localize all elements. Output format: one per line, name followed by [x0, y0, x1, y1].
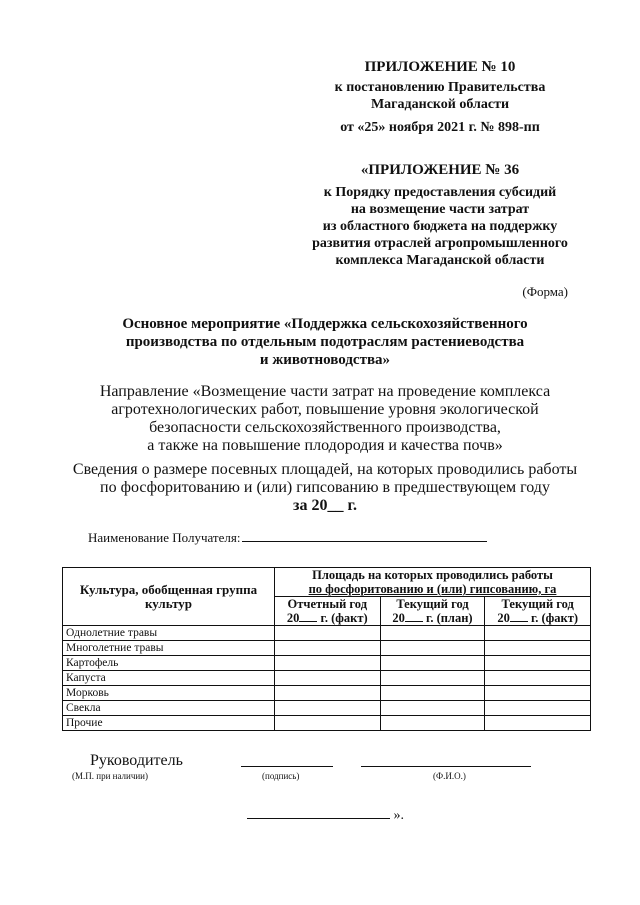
area-header: [275, 568, 591, 597]
crop-cell: Прочие: [63, 716, 275, 731]
value-cell[interactable]: [275, 716, 381, 731]
value-cell[interactable]: [275, 641, 381, 656]
closing-mark: ».: [393, 808, 404, 823]
appendix-title: ПРИЛОЖЕНИЕ № 10: [364, 59, 516, 75]
closing-blank-line[interactable]: [247, 806, 390, 819]
column-year-suffix: г. (факт): [530, 611, 579, 625]
crop-cell: Картофель: [63, 656, 275, 671]
value-cell[interactable]: [275, 626, 381, 641]
main-event-line: и животноводства»: [259, 352, 391, 368]
appendix-line-3: от «25» ноября 2021 г. № 898-пп: [340, 120, 540, 135]
direction-line: агротехнологических работ, повышение уровня экологической: [111, 401, 539, 418]
appendix2-title: «ПРИЛОЖЕНИЕ № 36: [360, 162, 520, 178]
value-cell[interactable]: [485, 701, 591, 716]
value-cell[interactable]: [380, 671, 485, 686]
area-table: [62, 567, 591, 731]
column-title: Текущий год: [396, 597, 469, 611]
info-line: по фосфоритованию и (или) гипсованию в предшествующем году: [100, 479, 550, 496]
value-cell[interactable]: [380, 641, 485, 656]
closing-line: [247, 806, 404, 824]
name-caption: (Ф.И.О.): [433, 771, 466, 781]
value-cell[interactable]: [275, 686, 381, 701]
order-line: на возмещение части затрат: [350, 202, 530, 217]
column-title: Отчетный год: [287, 597, 368, 611]
crop-header: Культура, обобщенная группа культур: [63, 568, 275, 626]
value-cell[interactable]: [485, 641, 591, 656]
sign-caption: (подпись): [262, 771, 300, 781]
order-line: к Порядку предоставления субсидий: [323, 185, 557, 200]
table-row: [63, 686, 591, 701]
form-label: (Форма): [522, 284, 568, 299]
value-cell[interactable]: [275, 671, 381, 686]
value-cell[interactable]: [485, 686, 591, 701]
table-row: [63, 626, 591, 641]
recipient-input-line[interactable]: [242, 529, 487, 542]
value-cell[interactable]: [380, 656, 485, 671]
recipient-label: Наименование Получателя:: [88, 530, 241, 545]
main-event-line: Основное мероприятие «Поддержка сельскохозяйственного: [122, 316, 528, 332]
crop-cell: Морковь: [63, 686, 275, 701]
value-cell[interactable]: [485, 671, 591, 686]
area-header-line-2: по фосфоритованию и (или) гипсованию, га: [308, 582, 557, 596]
direction-line: Направление «Возмещение части затрат на проведение комплекса: [99, 383, 551, 400]
value-cell[interactable]: [275, 701, 381, 716]
crop-cell: Многолетние травы: [63, 641, 275, 656]
column-header: [380, 597, 485, 626]
head-label: Руководитель: [90, 752, 183, 769]
value-cell[interactable]: [380, 686, 485, 701]
column-header: [485, 597, 591, 626]
crop-cell: Капуста: [63, 671, 275, 686]
table-row: [63, 701, 591, 716]
column-year-prefix: 20: [286, 611, 300, 625]
mp-caption: (М.П. при наличии): [72, 771, 148, 781]
column-year-prefix: 20: [392, 611, 405, 625]
column-year-suffix: г. (факт): [320, 611, 368, 625]
appendix-line-2: Магаданской области: [370, 97, 510, 112]
column-title: Текущий год: [501, 597, 574, 611]
column-year-prefix: 20: [497, 611, 510, 625]
area-header-line-1: Площадь на которых проводились работы: [312, 568, 553, 582]
table-row: [63, 641, 591, 656]
year-line: за 20__ г.: [293, 497, 357, 514]
order-line: развития отраслей агропромышленного: [312, 236, 568, 251]
info-line: Сведения о размере посевных площадей, на которых проводились работы: [72, 461, 578, 478]
value-cell[interactable]: [380, 716, 485, 731]
direction-line: безопасности сельскохозяйственного производства,: [149, 419, 501, 436]
order-line: из областного бюджета на поддержку: [322, 219, 558, 234]
crop-cell: Однолетние травы: [63, 626, 275, 641]
value-cell[interactable]: [485, 656, 591, 671]
order-line: комплекса Магаданской области: [335, 253, 545, 268]
direction-line: а также на повышение плодородия и качества почв»: [147, 437, 503, 454]
name-line[interactable]: [361, 766, 531, 767]
value-cell[interactable]: [380, 701, 485, 716]
signature-line[interactable]: [241, 766, 333, 767]
crop-cell: Свекла: [63, 701, 275, 716]
appendix-line-1: к постановлению Правительства: [334, 80, 546, 95]
year-blank: [405, 611, 423, 622]
value-cell[interactable]: [380, 626, 485, 641]
recipient-field: [88, 529, 487, 546]
column-year-suffix: г. (план): [426, 611, 473, 625]
column-header: [275, 597, 381, 626]
table-row: [63, 656, 591, 671]
value-cell[interactable]: [485, 716, 591, 731]
value-cell[interactable]: [485, 626, 591, 641]
table-row: [63, 716, 591, 731]
year-blank: [299, 611, 317, 622]
table-row: [63, 671, 591, 686]
value-cell[interactable]: [275, 656, 381, 671]
main-event-line: производства по отдельным подотраслям растениеводства: [125, 334, 525, 350]
year-blank: [510, 611, 528, 622]
